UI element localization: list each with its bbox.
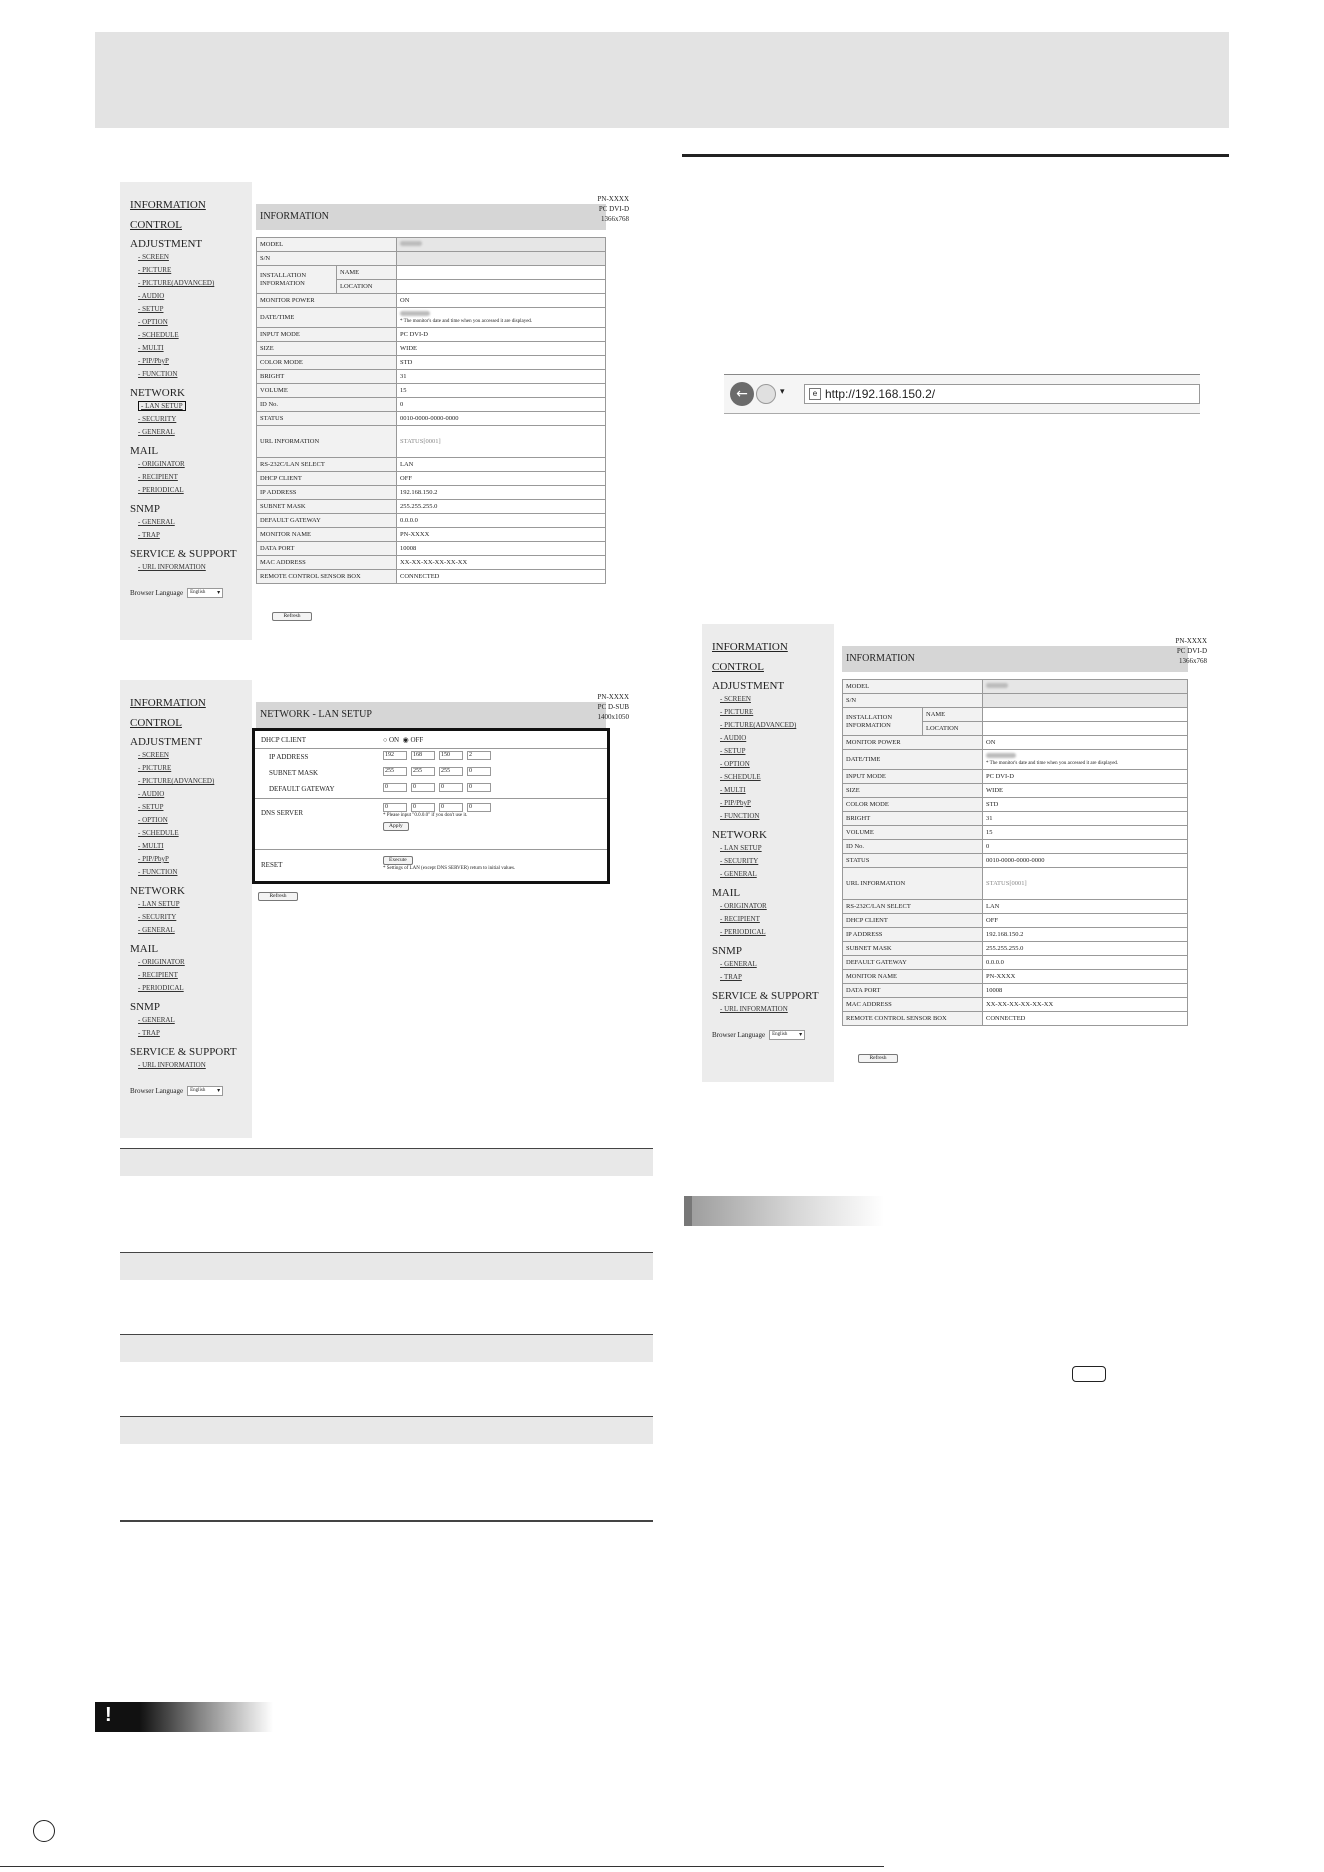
nav-trap[interactable]: - TRAP bbox=[720, 973, 742, 981]
model-value-blurred bbox=[400, 241, 422, 246]
apply-button[interactable]: Apply bbox=[383, 822, 409, 831]
nav-schedule[interactable]: - SCHEDULE bbox=[138, 331, 179, 339]
page-title: INFORMATION bbox=[842, 646, 1188, 672]
nav-general[interactable]: - GENERAL bbox=[138, 428, 175, 436]
nav-snmp-general[interactable]: - GENERAL bbox=[138, 1016, 175, 1024]
nav-screen[interactable]: - SCREEN bbox=[720, 695, 751, 703]
nav-information[interactable]: INFORMATION bbox=[712, 641, 788, 653]
dns-octet-1[interactable]: 0 bbox=[383, 803, 407, 812]
section-end-line bbox=[120, 1520, 653, 1522]
dhcp-on-radio[interactable]: ○ ON bbox=[383, 736, 400, 744]
nav-security[interactable]: - SECURITY bbox=[138, 415, 177, 423]
nav-function[interactable]: - FUNCTION bbox=[138, 370, 178, 378]
nav-function[interactable]: - FUNCTION bbox=[720, 812, 760, 820]
nav-information[interactable]: INFORMATION bbox=[130, 697, 206, 709]
nav-pip[interactable]: - PIP/PbyP bbox=[138, 357, 169, 365]
lan-content bbox=[252, 680, 653, 1138]
browser-language bbox=[130, 588, 252, 598]
execute-button[interactable]: Execute bbox=[383, 856, 413, 865]
nav-lan-setup[interactable]: - LAN SETUP bbox=[720, 844, 762, 852]
nav-security[interactable]: - SECURITY bbox=[138, 913, 177, 921]
nav-network: NETWORK bbox=[712, 829, 767, 841]
gateway-octet-2[interactable]: 0 bbox=[411, 783, 435, 792]
nav-periodical[interactable]: - PERIODICAL bbox=[138, 984, 184, 992]
back-icon[interactable]: ← bbox=[730, 382, 754, 406]
nav-setup[interactable]: - SETUP bbox=[720, 747, 746, 755]
info-content bbox=[834, 624, 1229, 1082]
nav-periodical[interactable]: - PERIODICAL bbox=[138, 486, 184, 494]
dropdown-chevron-icon[interactable]: ▾ bbox=[780, 387, 785, 397]
nav-trap[interactable]: - TRAP bbox=[138, 1029, 160, 1037]
page-number-circle bbox=[33, 1820, 55, 1842]
nav-snmp: SNMP bbox=[712, 945, 742, 957]
nav-picture-advanced[interactable]: - PICTURE(ADVANCED) bbox=[138, 279, 215, 287]
nav-picture[interactable]: - PICTURE bbox=[138, 266, 172, 274]
nav-general[interactable]: - GENERAL bbox=[720, 870, 757, 878]
nav-security[interactable]: - SECURITY bbox=[720, 857, 759, 865]
refresh-button[interactable]: Refresh bbox=[858, 1054, 898, 1063]
browser-language bbox=[130, 1086, 252, 1096]
nav-adjustment: ADJUSTMENT bbox=[712, 680, 785, 692]
information-screenshot-right bbox=[702, 624, 1229, 1082]
nav-service: SERVICE & SUPPORT bbox=[130, 548, 237, 560]
information-table: MODEL S/N INSTALLATION INFORMATION NAME LOCATION MONITOR POWER ON DATE/TIME * The monitor's date and time when you accessed it are displayed. INPUT MODE PC DVI-D SIZE WIDE COLOR MODE STD BRIGHT 31 VOLUME 15 ID No. 0 STATUS 0010-0000-0000-0000 URL INFORMATION STATUS[0001] RS-232C/LAN SELECT LAN DHCP CLIENT OFF IP ADDRESS 192.168.150.2 SUBNET MASK 255.255.255.0 DEFAULT GATEWAY 0.0.0.0 MONITOR NAME PN-XXXX DATA PORT 10008 MAC ADDRESS XX-XX-XX-XX-XX-XX REMOTE CONTROL SENSOR BOX CONNECTED bbox=[256, 237, 606, 584]
nav-pip[interactable]: - PIP/PbyP bbox=[138, 855, 169, 863]
dhcp-off-radio[interactable]: ◉ OFF bbox=[402, 736, 424, 744]
nav-snmp: SNMP bbox=[130, 503, 160, 515]
nav-audio[interactable]: - AUDIO bbox=[138, 790, 165, 798]
nav-adjustment: ADJUSTMENT bbox=[130, 736, 203, 748]
label-name: NAME bbox=[337, 266, 397, 280]
nav-control[interactable]: CONTROL bbox=[130, 717, 182, 729]
subnet-octet-1[interactable]: 255 bbox=[383, 767, 407, 776]
refresh-button[interactable]: Refresh bbox=[258, 892, 298, 901]
nav-audio[interactable]: - AUDIO bbox=[720, 734, 747, 742]
nav-schedule[interactable]: - SCHEDULE bbox=[138, 829, 179, 837]
section-bar-1 bbox=[120, 1148, 653, 1176]
label-location: LOCATION bbox=[337, 280, 397, 294]
forward-icon[interactable] bbox=[756, 384, 776, 404]
browser-language-label: Browser Language bbox=[130, 589, 184, 597]
page-icon: e bbox=[809, 388, 821, 400]
nav-picture[interactable]: - PICTURE bbox=[138, 764, 172, 772]
info-content bbox=[252, 182, 653, 640]
caution-heading-bar bbox=[95, 1702, 273, 1732]
model-value-blurred bbox=[986, 683, 1008, 688]
nav-mail: MAIL bbox=[130, 943, 159, 955]
gateway-octet-4[interactable]: 0 bbox=[467, 783, 491, 792]
device-info: PN-XXXX PC DVI-D 1366x768 bbox=[1175, 637, 1207, 665]
nav-screen[interactable]: - SCREEN bbox=[138, 253, 169, 261]
nav-option[interactable]: - OPTION bbox=[138, 816, 168, 824]
gateway-octet-3[interactable]: 0 bbox=[439, 783, 463, 792]
browser-language-label: Browser Language bbox=[130, 1087, 184, 1095]
section-bar-2 bbox=[120, 1252, 653, 1280]
nav-schedule[interactable]: - SCHEDULE bbox=[720, 773, 761, 781]
nav-setup[interactable]: - SETUP bbox=[138, 305, 164, 313]
nav-service: SERVICE & SUPPORT bbox=[130, 1046, 237, 1058]
datetime-value-blurred bbox=[400, 311, 430, 316]
url-info-link[interactable]: STATUS[0001] bbox=[397, 426, 606, 458]
dns-octet-3[interactable]: 0 bbox=[439, 803, 463, 812]
nav-picture-advanced[interactable]: - PICTURE(ADVANCED) bbox=[138, 777, 215, 785]
section-bar-4 bbox=[120, 1416, 653, 1444]
nav-url-information[interactable]: - URL INFORMATION bbox=[138, 563, 206, 571]
nav-lan-setup[interactable]: - LAN SETUP bbox=[130, 400, 252, 413]
gateway-octet-1[interactable]: 0 bbox=[383, 783, 407, 792]
nav-originator[interactable]: - ORIGINATOR bbox=[138, 460, 185, 468]
nav-mail: MAIL bbox=[130, 445, 159, 457]
nav-information[interactable]: INFORMATION bbox=[130, 199, 206, 211]
subnet-octet-3[interactable]: 255 bbox=[439, 767, 463, 776]
ip-octet-1[interactable]: 192 bbox=[383, 751, 407, 760]
nav-trap[interactable]: - TRAP bbox=[138, 531, 160, 539]
browser-language-select[interactable]: English ▾ bbox=[187, 1086, 223, 1096]
refresh-button[interactable]: Refresh bbox=[272, 612, 312, 621]
sidebar-nav bbox=[702, 624, 834, 1082]
nav-setup[interactable]: - SETUP bbox=[138, 803, 164, 811]
nav-function[interactable]: - FUNCTION bbox=[138, 868, 178, 876]
url-info-link[interactable]: STATUS[0001] bbox=[983, 868, 1188, 900]
browser-address-bar bbox=[724, 374, 1200, 414]
nav-multi[interactable]: - MULTI bbox=[720, 786, 746, 794]
nav-url-information[interactable]: - URL INFORMATION bbox=[138, 1061, 206, 1069]
lan-setup-form: DHCP CLIENT ○ ON ◉ OFF IP ADDRESS 192 168 150 2 SUBNET MASK 255 255 255 0 DEFAULT GATEWAY 0 0 0 0 DNS SERVER 0 0 0 0 * Please input "0.0.0.0" if you don't use it. Apply RESET Execute * Settings of LAN (except DNS SERVER) return to initial values. bbox=[252, 728, 610, 884]
page-title: INFORMATION bbox=[256, 204, 606, 230]
nav-snmp-general[interactable]: - GENERAL bbox=[138, 518, 175, 526]
nav-recipient[interactable]: - RECIPIENT bbox=[720, 915, 760, 923]
nav-option[interactable]: - OPTION bbox=[138, 318, 168, 326]
page-header-band bbox=[95, 32, 1229, 128]
nav-adjustment: ADJUSTMENT bbox=[130, 238, 203, 250]
datetime-value-blurred bbox=[986, 753, 1016, 758]
nav-screen[interactable]: - SCREEN bbox=[138, 751, 169, 759]
nav-control[interactable]: CONTROL bbox=[712, 661, 764, 673]
nav-originator[interactable]: - ORIGINATOR bbox=[720, 902, 767, 910]
sidebar-nav bbox=[120, 182, 252, 640]
nav-multi[interactable]: - MULTI bbox=[138, 344, 164, 352]
browser-language-select[interactable]: English ▾ bbox=[769, 1030, 805, 1040]
subnet-octet-4[interactable]: 0 bbox=[467, 767, 491, 776]
browser-language-select[interactable]: English ▾ bbox=[187, 588, 223, 598]
device-info: PN-XXXX PC D-SUB 1400x1050 bbox=[597, 693, 629, 721]
dns-octet-4[interactable]: 0 bbox=[467, 803, 491, 812]
url-field[interactable] bbox=[804, 384, 1200, 404]
nav-originator[interactable]: - ORIGINATOR bbox=[138, 958, 185, 966]
browser-language bbox=[712, 1030, 834, 1040]
nav-recipient[interactable]: - RECIPIENT bbox=[138, 971, 178, 979]
nav-periodical[interactable]: - PERIODICAL bbox=[720, 928, 766, 936]
nav-lan-setup[interactable]: - LAN SETUP bbox=[138, 900, 180, 908]
ip-octet-3[interactable]: 150 bbox=[439, 751, 463, 760]
nav-picture-advanced[interactable]: - PICTURE(ADVANCED) bbox=[720, 721, 797, 729]
ip-octet-2[interactable]: 168 bbox=[411, 751, 435, 760]
label-sn: S/N bbox=[257, 252, 397, 266]
dns-row: DNS SERVER 0 0 0 0 * Please input "0.0.0.0" if you don't use it. Apply bbox=[255, 803, 607, 843]
device-info: PN-XXXX PC DVI-D 1366x768 bbox=[597, 195, 629, 223]
nav-service: SERVICE & SUPPORT bbox=[712, 990, 819, 1002]
page-title: NETWORK - LAN SETUP bbox=[256, 702, 606, 728]
subnet-octet-2[interactable]: 255 bbox=[411, 767, 435, 776]
browser-language-label: Browser Language bbox=[712, 1031, 766, 1039]
nav-snmp: SNMP bbox=[130, 1001, 160, 1013]
url-text: http://192.168.150.2/ bbox=[825, 387, 936, 401]
section-rule bbox=[682, 154, 1229, 157]
lan-setup-screenshot bbox=[120, 680, 653, 1138]
label-model: MODEL bbox=[257, 238, 397, 252]
nav-url-information[interactable]: - URL INFORMATION bbox=[720, 1005, 788, 1013]
ip-octet-4[interactable]: 2 bbox=[467, 751, 491, 760]
nav-option[interactable]: - OPTION bbox=[720, 760, 750, 768]
nav-network: NETWORK bbox=[130, 885, 185, 897]
caution-icon: ! bbox=[105, 1704, 112, 1726]
remote-key-icon bbox=[1072, 1366, 1106, 1382]
tips-heading-bar bbox=[684, 1196, 884, 1226]
label-install: INSTALLATION INFORMATION bbox=[257, 266, 337, 294]
nav-picture[interactable]: - PICTURE bbox=[720, 708, 754, 716]
footer-rule bbox=[0, 1866, 884, 1867]
information-table: MODEL S/N INSTALLATION INFORMATION NAME LOCATION MONITOR POWER ON DATE/TIME * The monitor's date and time when you accessed it are displayed. INPUT MODE PC DVI-D SIZE WIDE COLOR MODE STD BRIGHT 31 VOLUME 15 ID No. 0 STATUS 0010-0000-0000-0000 URL INFORMATION STATUS[0001] RS-232C/LAN SELECT LAN DHCP CLIENT OFF IP ADDRESS 192.168.150.2 SUBNET MASK 255.255.255.0 DEFAULT GATEWAY 0.0.0.0 MONITOR NAME PN-XXXX DATA PORT 10008 MAC ADDRESS XX-XX-XX-XX-XX-XX REMOTE CONTROL SENSOR BOX CONNECTED bbox=[842, 679, 1188, 1026]
nav-snmp-general[interactable]: - GENERAL bbox=[720, 960, 757, 968]
nav-general[interactable]: - GENERAL bbox=[138, 926, 175, 934]
dns-octet-2[interactable]: 0 bbox=[411, 803, 435, 812]
sidebar-nav bbox=[120, 680, 252, 1138]
section-bar-3 bbox=[120, 1334, 653, 1362]
nav-mail: MAIL bbox=[712, 887, 741, 899]
nav-control[interactable]: CONTROL bbox=[130, 219, 182, 231]
information-screenshot-top bbox=[120, 182, 653, 640]
nav-network: NETWORK bbox=[130, 387, 185, 399]
nav-pip[interactable]: - PIP/PbyP bbox=[720, 799, 751, 807]
nav-audio[interactable]: - AUDIO bbox=[138, 292, 165, 300]
nav-multi[interactable]: - MULTI bbox=[138, 842, 164, 850]
nav-recipient[interactable]: - RECIPIENT bbox=[138, 473, 178, 481]
